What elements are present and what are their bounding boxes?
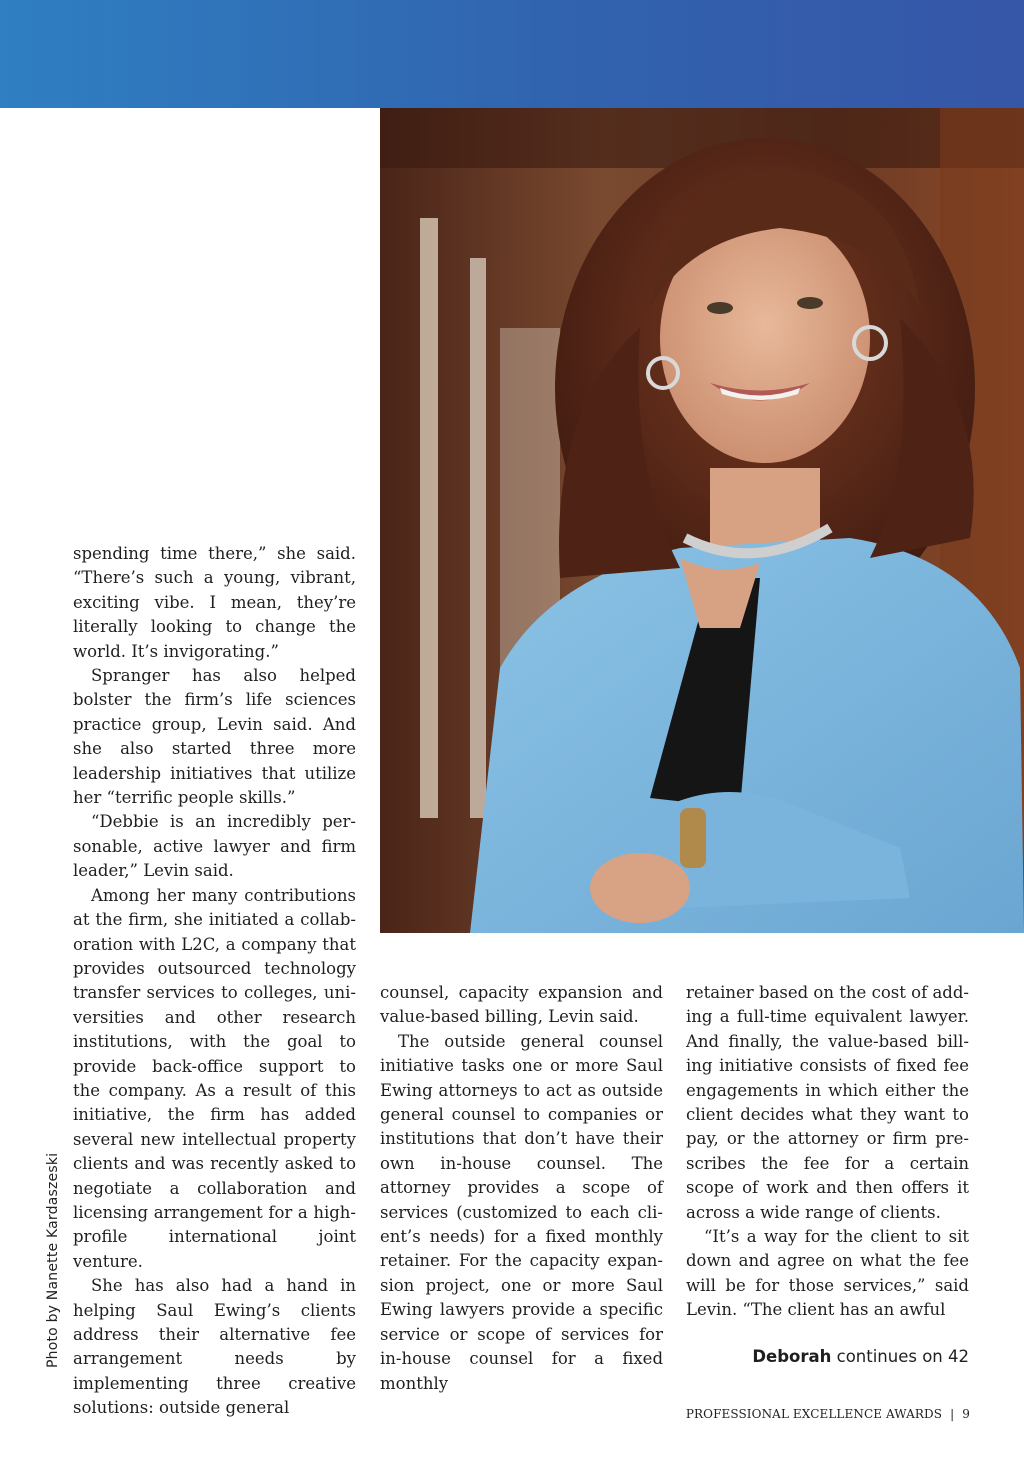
photo-credit: Photo by Nanette Kardaszeski — [45, 1152, 61, 1368]
page-footer — [600, 1407, 970, 1421]
portrait-illustration — [380, 108, 1024, 933]
page-number: 9 — [962, 1407, 970, 1421]
paragraph: spending time there,” she said. “There’s such a young, vibrant, exciting vibe. I mean, they’re literally looking to change the world. It’s invigorating.” — [73, 544, 356, 661]
footer-section: PROFESSIONAL EXCELLENCE AWARDS — [685, 1407, 943, 1421]
continuation-note[interactable] — [686, 1347, 969, 1366]
continuation-text: continues on 42 — [831, 1347, 969, 1366]
paragraph: Spranger has also helped bolster the firm’s life sciences practice group, Levin said. And she also started three more leadership initiatives that utilize her “terrific people skills.” — [73, 666, 356, 808]
paragraph: The outside general counsel initiative tasks one or more Saul Ewing attorneys to act as outside general counsel to companies or institutions that don’t have their own in-house counsel. The attorney provides a scope of services (customized to each client’s needs) for a fixed monthly retainer. For the capacity expansion project, one or more Saul Ewing lawyers provide a specific service or scope of services for in-house counsel for a fixed monthly — [380, 1031, 663, 1393]
footer-separator: | — [950, 1407, 955, 1421]
portrait-photo — [380, 108, 1024, 933]
article-column-3 — [686, 981, 969, 1323]
paragraph: retainer based on the cost of adding a full-time equivalent lawyer. And finally, the value-based billing initiative consists of fixed fee engagements in which either the client decides what they want to pay, or the attorney or firm prescribes the fee for a certain scope of work and then offers it across a wide range of clients. — [686, 983, 969, 1222]
continuation-name: Deborah — [752, 1347, 832, 1366]
paragraph: “Debbie is an incredibly personable, active lawyer and firm leader,” Levin said. — [73, 812, 356, 881]
paragraph: “It’s a way for the client to sit down and agree on what the fee will be for those services,” said Levin. “The client has an awful — [686, 1227, 969, 1320]
header-color-band — [0, 0, 1024, 108]
article-column-1 — [73, 542, 356, 1421]
article-column-2 — [380, 981, 663, 1396]
paragraph: counsel, capacity expansion and value-based billing, Levin said. — [380, 983, 663, 1027]
paragraph: She has also had a hand in helping Saul Ewing’s clients address their alternative fee arrangement needs by implementing three creative solutions: outside general — [73, 1276, 356, 1418]
paragraph: Among her many contributions at the firm, she initiated a collaboration with L2C, a company that provides outsourced technology transfer services to colleges, universities and other research institutions, with the goal to provide back-office support to the company. As a result of this initiative, the firm has added several new intellectual property clients and was recently asked to negotiate a collaboration and licensing arrangement for a high-profile international joint venture. — [73, 885, 356, 1271]
